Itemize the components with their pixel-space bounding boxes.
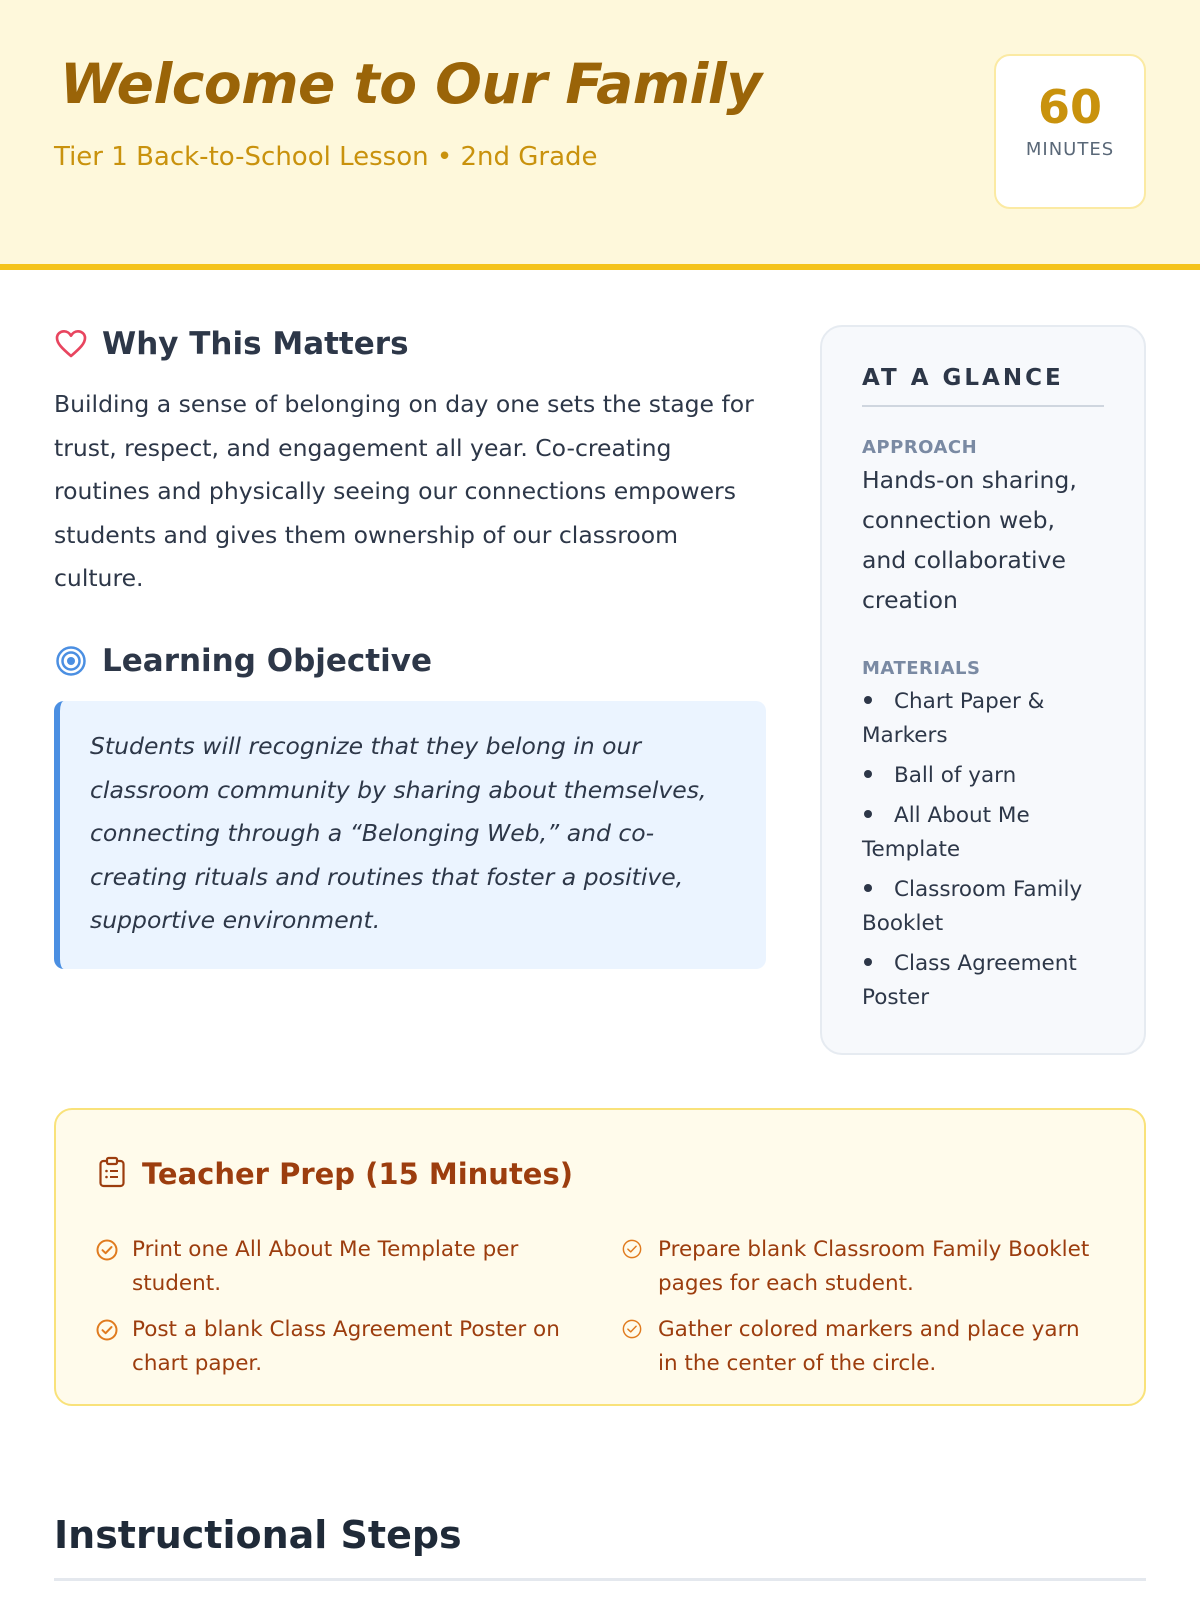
divider: [54, 1578, 1146, 1581]
glance-title: AT A GLANCE: [862, 365, 1104, 407]
bullet-icon: [864, 696, 872, 704]
approach-text: Hands-on sharing, connection web, and collaborative creation: [862, 466, 1077, 614]
lesson-title: Welcome to Our Family: [60, 52, 762, 116]
materials-item: Class Agreement Poster: [862, 951, 1077, 1010]
why-text: Building a sense of belonging on day one sets the stage for trust, respect, and engagement all year. Co-creating routines and physically seeing our connections empowers students and gives them ownership of our classroom culture.: [54, 390, 754, 592]
at-a-glance-card: [820, 325, 1146, 1055]
duration-unit: MINUTES: [1025, 139, 1115, 161]
prep-item: Gather colored markers and place yarn in the center of the circle.: [622, 1313, 1092, 1381]
bullet-icon: [864, 770, 872, 778]
materials-item: All About Me Template: [862, 803, 1030, 862]
why-heading: Why This Matters: [102, 326, 409, 362]
prep-heading-row: [98, 1156, 573, 1192]
materials-item: Chart Paper & Markers: [862, 689, 1045, 748]
lesson-header: [0, 0, 1200, 270]
check-circle-icon: [96, 1313, 120, 1381]
objective-heading: Learning Objective: [102, 643, 432, 679]
duration-badge: [994, 54, 1146, 209]
bullet-icon: [864, 810, 872, 818]
objective-section-heading: [54, 643, 432, 679]
target-icon: [54, 644, 88, 678]
materials-list: [862, 685, 1104, 1015]
check-circle-icon: [622, 1313, 646, 1381]
clipboard-icon: [98, 1156, 126, 1192]
steps-heading: Instructional Steps: [54, 1513, 462, 1557]
materials-label: MATERIALS: [862, 658, 981, 679]
why-section-heading: [54, 326, 409, 362]
bullet-icon: [864, 958, 872, 966]
prep-item: Print one All About Me Template per student.: [96, 1233, 566, 1301]
check-circle-icon: [622, 1233, 646, 1301]
approach-label: APPROACH: [862, 437, 978, 458]
lesson-subtitle: Tier 1 Back-to-School Lesson • 2nd Grade: [54, 142, 598, 172]
prep-item: Prepare blank Classroom Family Booklet pages for each student.: [622, 1233, 1092, 1301]
heart-icon: [54, 327, 88, 361]
prep-heading: Teacher Prep (15 Minutes): [142, 1157, 573, 1191]
materials-item: Classroom Family Booklet: [862, 877, 1083, 936]
objective-text: Students will recognize that they belong in our classroom community by sharing about themselves, connecting through a “Belonging Web,” and co-creating rituals and routines that foster a positive, supportive environment.: [90, 732, 707, 934]
check-circle-icon: [96, 1233, 120, 1301]
objective-callout: [54, 701, 766, 969]
duration-value: 60: [1037, 80, 1102, 134]
prep-item: Post a blank Class Agreement Poster on chart paper.: [96, 1313, 566, 1381]
bullet-icon: [864, 884, 872, 892]
materials-item: Ball of yarn: [862, 759, 1104, 793]
teacher-prep-card: [54, 1108, 1146, 1406]
